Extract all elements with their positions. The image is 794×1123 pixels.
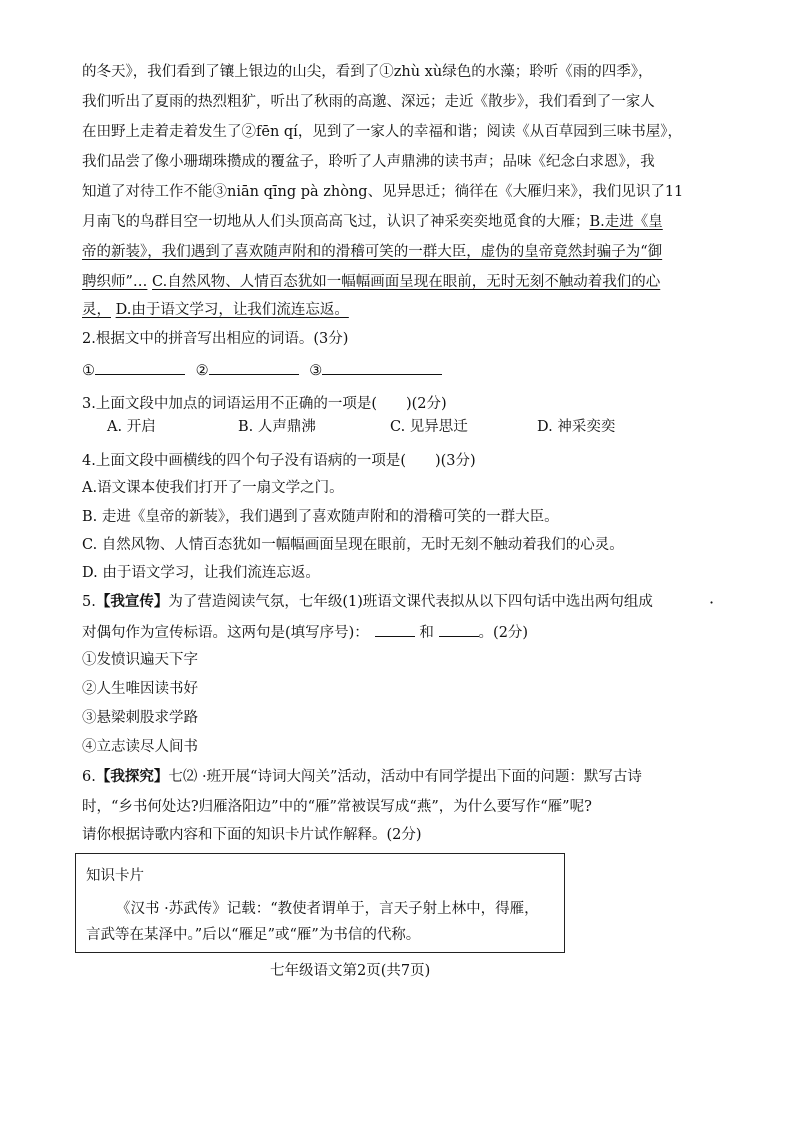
passage-line <box>82 212 663 232</box>
dot-mark: · <box>709 593 715 612</box>
passage-line: 我们听出了夏雨的热烈粗犷，听出了秋雨的高邈、深远；走近《散步》，我们看到了一家人 <box>82 94 655 110</box>
option-a: A. 开启 <box>107 419 156 435</box>
question-2: 2.根据文中的拼音写出相应的词语。(3分) <box>82 331 349 347</box>
option-2: ②人生唯因读书好 <box>82 681 198 697</box>
blank-marker: ③ <box>309 363 323 379</box>
passage-line: 的冬天》，我们看到了镶上银边的山尖，看到了①zhù xù绿色的水藻；聆听《雨的四季》， <box>82 64 653 80</box>
blank-marker: ② <box>195 363 209 379</box>
option-c: C. 见异思迁 <box>390 419 468 435</box>
knowledge-card <box>75 853 565 953</box>
answer-blank-2[interactable] <box>209 360 299 375</box>
underlined-sentence-d: D.由于语文学习，让我们流连忘返。 <box>115 302 349 318</box>
question-tag: 【我探究】 <box>95 768 169 785</box>
underlined-sentence-c: C.自然风物、人情百态犹如一幅幅画面呈现在眼前，无时无刻不触动着我们的心 <box>152 274 661 290</box>
question-number: 6. <box>82 769 96 785</box>
card-text: 《汉书 ·苏武传》记载：“教使者谓单于，言天子射上林中，得雁， <box>116 901 539 917</box>
question-4: 4.上面文段中画横线的四个句子没有语病的一项是( )(3分) <box>82 453 476 469</box>
passage-line <box>82 300 349 320</box>
option-d: D. 由于语文学习，让我们流连忘返。 <box>82 565 320 581</box>
blank-marker: ① <box>82 363 95 379</box>
question-text: 七⑵ ·班开展“诗词大闯关”活动，活动中有同学提出下面的问题：默写古诗 <box>168 769 642 785</box>
option-a: A.语文课本使我们打开了一扇文学之门。 <box>82 480 344 496</box>
underlined-sentence-b: B.走进《皇 <box>589 214 663 230</box>
question-text: 。(2分) <box>478 625 529 641</box>
question-text: 为了营造阅读气氛，七年级(1)班语文课代表拟从以下四句话中选出两句组成 <box>168 594 653 610</box>
option-c: C. 自然风物、人情百态犹如一幅幅画面呈现在眼前，无时无刻不触动着我们的心灵。 <box>82 537 624 553</box>
card-text: 言武等在某泽中。”后以“雁足”或“雁”为书信的代称。 <box>86 927 421 943</box>
question-text: 对偶句作为宣传标语。这两句是(填写序号)： <box>82 625 369 641</box>
answer-blank-1[interactable] <box>95 360 185 375</box>
passage-line: 我们品尝了像小珊瑚珠攒成的覆盆子，聆听了人声鼎沸的读书声；品味《纪念白求恩》，我 <box>82 154 655 170</box>
question-3: 3.上面文段中加点的词语运用不正确的一项是( )(2分) <box>82 396 447 412</box>
underlined-sentence-b: 聘织师”… <box>82 274 148 290</box>
question-2-blanks <box>82 360 442 381</box>
option-3: ③悬梁刺股求学路 <box>82 710 198 726</box>
passage-line <box>82 272 660 292</box>
page-footer: 七年级语文第2页(共7页) <box>270 963 431 979</box>
question-6-line2: 时，“乡书何处达?归雁洛阳边”中的“雁”常被误写成“燕”，为什么要写作“雁”呢? <box>82 799 592 815</box>
answer-blank-3[interactable] <box>322 360 442 375</box>
option-b: B. 走进《皇帝的新装》，我们遇到了喜欢随声附和的滑稽可笑的一群大臣。 <box>82 509 559 525</box>
question-5-line2 <box>82 622 528 643</box>
answer-blank-first[interactable] <box>375 622 415 637</box>
question-text: 和 <box>419 625 434 641</box>
passage-line: 知道了对待工作不能③niān qīng pà zhòng、见异思迁；徜徉在《大雁归来》，我们见识了11 <box>82 184 684 200</box>
question-tag: 【我宣传】 <box>95 593 169 610</box>
passage-text: 月南飞的鸟群目空一切地从人们头顶高高飞过，认识了神采奕奕地觅食的大雁； <box>82 214 590 230</box>
answer-blank-second[interactable] <box>439 622 479 637</box>
option-4: ④立志读尽人间书 <box>82 739 198 755</box>
passage-line: 在田野上走着走着发生了②fēn qí，见到了一家人的幸福和谐；阅读《从百草园到三味书屋》， <box>82 124 683 140</box>
option-d: D. 神采奕奕 <box>537 419 616 435</box>
option-b: B. 人声鼎沸 <box>238 419 316 435</box>
question-5 <box>82 592 653 612</box>
option-1: ①发愤识遍天下字 <box>82 652 198 668</box>
question-6-line3: 请你根据诗歌内容和下面的知识卡片试作解释。(2分) <box>82 827 422 843</box>
question-number: 5. <box>82 594 96 610</box>
card-title: 知识卡片 <box>86 868 144 884</box>
question-6 <box>82 767 642 787</box>
underlined-sentence-b: 帝的新装》，我们遇到了喜欢随声附和的滑稽可笑的一群大臣，虚伪的皇帝竟然封骗子为“御 <box>82 244 663 260</box>
underlined-sentence-c: 灵， <box>82 302 111 318</box>
